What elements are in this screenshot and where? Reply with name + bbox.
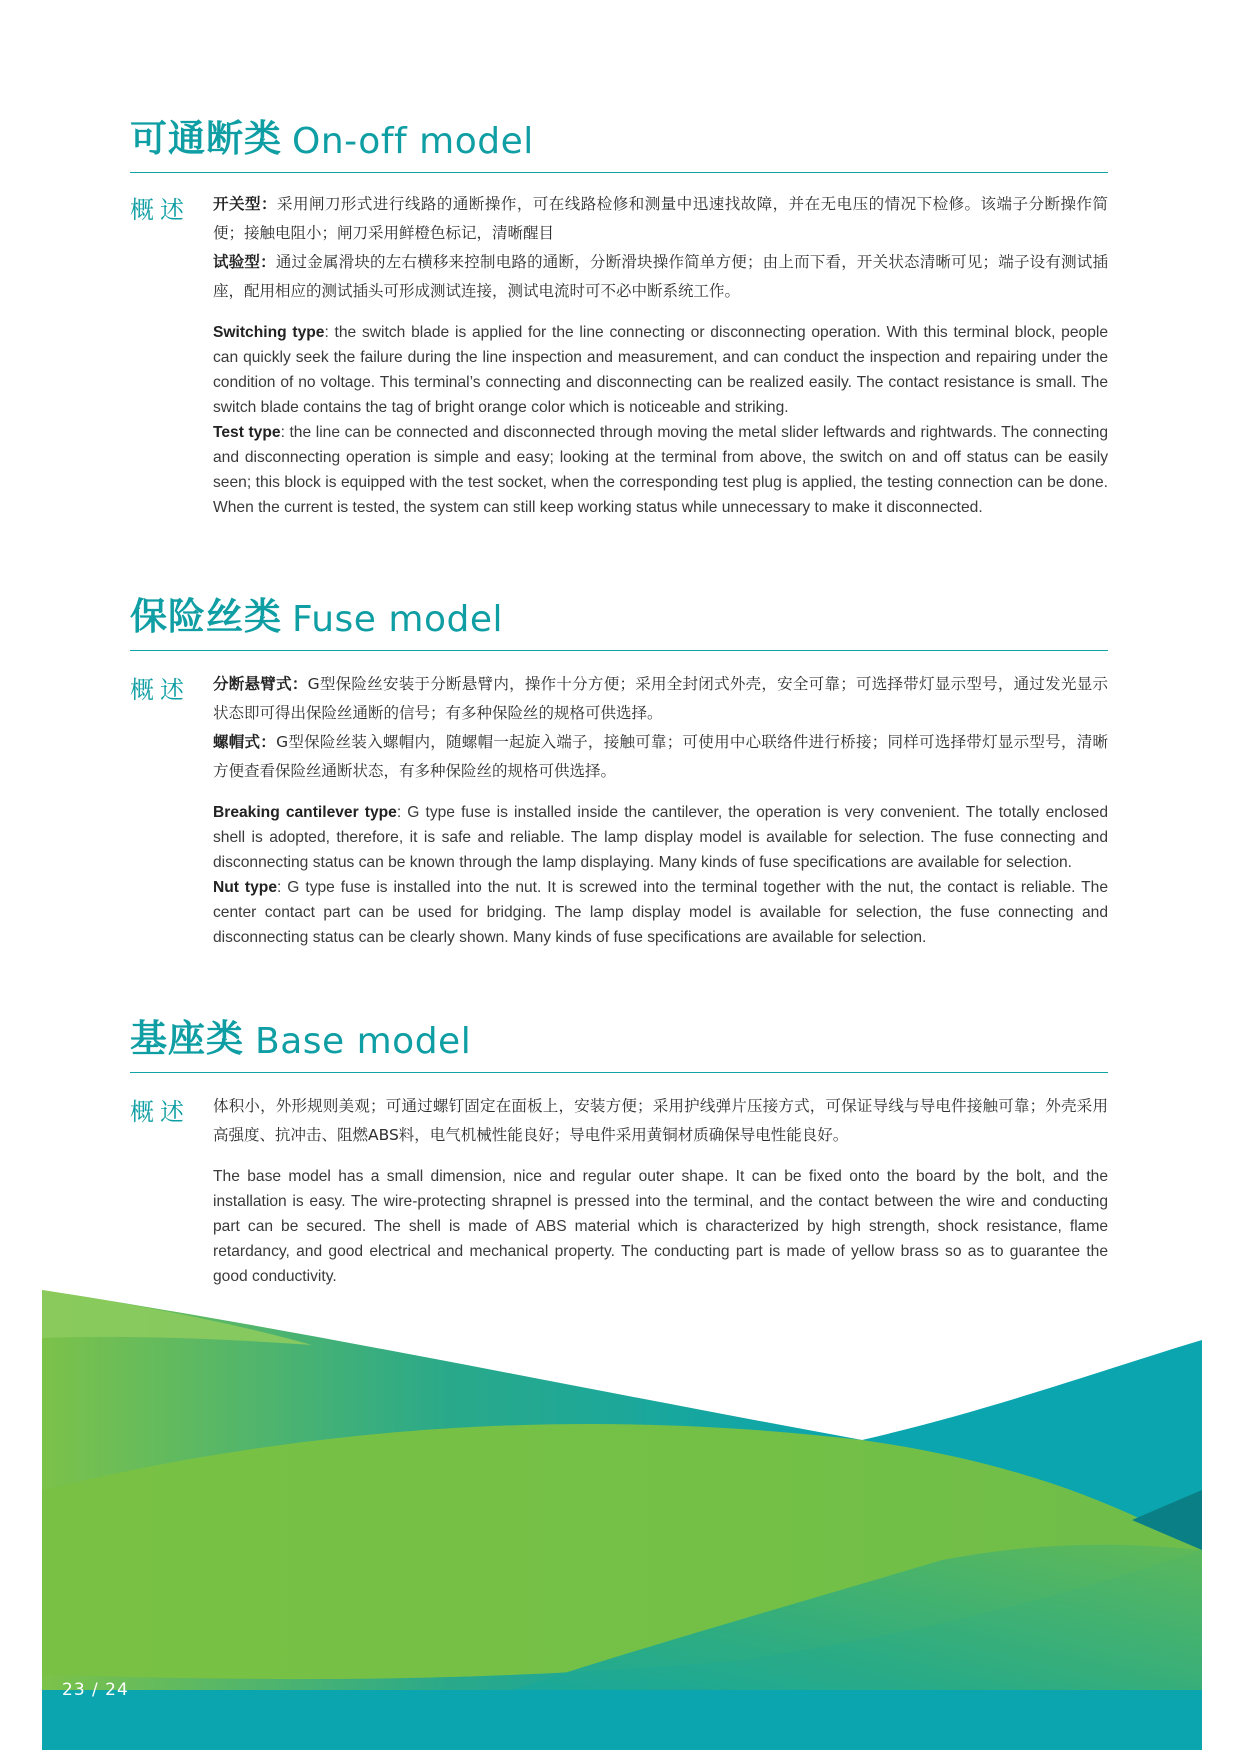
section-title-en: Fuse model: [292, 599, 503, 640]
section-body: [213, 1092, 1108, 1289]
paragraph-text: : G type fuse is installed into the nut. It is screwed into the terminal together with the nut, the contact is reliable. The center contact part can be used for bridging. The lamp display model is available for selection, the fuse connecting and disconnecting status can be clearly shown. Many kinds of fuse specifications are available for selection.: [213, 879, 1108, 946]
section-header: [130, 110, 1108, 173]
wave-band-sliver: [42, 1290, 312, 1345]
section-header: [130, 588, 1108, 651]
zh-paragraph: [213, 248, 1108, 306]
section-body: [213, 670, 1108, 950]
en-paragraph: [213, 320, 1108, 420]
term: Breaking cantilever type: [213, 804, 397, 821]
section-title-zh: 可通断类: [130, 117, 282, 160]
paragraph-text: : the switch blade is applied for the line connecting or disconnecting operation. With this terminal block, people can quickly seek the failure during the line inspection and measurement, and can conduct the inspection and repairing under the condition of no voltage. This terminal’s connecting and disconnecting can be realized easily. The contact resistance is small. The switch blade contains the tag of bright orange color which is noticeable and striking.: [213, 324, 1108, 416]
paragraph-text: G型保险丝装入螺帽内，随螺帽一起旋入端子，接触可靠；可使用中心联络件进行桥接；同样可选择带灯显示型号，清晰方便查看保险丝通断状态，有多种保险丝的规格可供选择。: [213, 733, 1108, 780]
section-base: [130, 1010, 1108, 1285]
term: 开关型：: [213, 195, 277, 213]
en-paragraph: [213, 875, 1108, 950]
en-paragraph: [213, 1164, 1108, 1289]
section-on-off: [130, 110, 1109, 516]
paragraph-text: G型保险丝安装于分断悬臂内，操作十分方便；采用全封闭式外壳，安全可靠；可选择带灯显示型号，通过发光显示状态即可得出保险丝通断的信号；有多种保险丝的规格可供选择。: [213, 675, 1108, 722]
term: Nut type: [213, 879, 277, 896]
zh-paragraph: [213, 670, 1108, 728]
section-title-en: Base model: [255, 1021, 472, 1062]
zh-paragraph: [213, 190, 1108, 248]
term: 分断悬臂式：: [213, 675, 308, 693]
en-paragraph: [213, 420, 1108, 520]
section-header: [130, 1010, 1108, 1073]
paragraph-text: 通过金属滑块的左右横移来控制电路的通断，分断滑块操作简单方便；由上而下看，开关状态清晰可见；端子设有测试插座，配用相应的测试插头可形成测试连接，测试电流时可不必中断系统工作。: [213, 253, 1108, 300]
zh-paragraph: [213, 1092, 1108, 1150]
overview-label: 概述: [130, 196, 190, 224]
paragraph-text: : G type fuse is installed inside the cantilever, the operation is very convenient. The totally enclosed shell is adopted, therefore, it is safe and reliable. The lamp display model is available for selection. The fuse connecting and disconnecting status can be known through the lamp displaying. Many kinds of fuse specifications are available for selection.: [213, 804, 1108, 871]
en-paragraph: [213, 800, 1108, 875]
paragraph-text: The base model has a small dimension, nice and regular outer shape. It can be fixed onto the board by the bolt, and the installation is easy. The wire-protecting shrapnel is pressed into the terminal, and the contact between the wire and conducting part can be secured. The shell is made of ABS material which is characterized by high strength, shock resistance, flame retardancy, and good electrical and mechanical property. The conducting part is made of yellow brass so as to guarantee the good conductivity.: [213, 1168, 1108, 1285]
section-title-zh: 保险丝类: [130, 595, 282, 638]
page-number: 23 / 24: [62, 1680, 129, 1700]
paragraph-text: : the line can be connected and disconnected through moving the metal slider leftwards and rightwards. The connecting and disconnecting operation is simple and easy; looking at the terminal from above, the switch on and off status can be easily seen; this block is equipped with the test socket, when the corresponding test plug is applied, the testing connection can be done. When the current is tested, the system can still keep working status while unnecessary to make it disconnected.: [213, 424, 1109, 516]
term: Switching type: [213, 324, 325, 341]
overview-label: 概述: [130, 1098, 190, 1126]
paragraph-text: 体积小，外形规则美观；可通过螺钉固定在面板上，安装方便；采用护线弹片压接方式，可保证导线与导电件接触可靠；外壳采用高强度、抗冲击、阻燃ABS料，电气机械性能良好；导电件采用黄铜材质确保导电性能良好。: [213, 1097, 1108, 1144]
paragraph-text: 采用闸刀形式进行线路的通断操作，可在线路检修和测量中迅速找故障，并在无电压的情况下检修。该端子分断操作简便；接触电阻小；闸刀采用鲜橙色标记，清晰醒目: [213, 195, 1108, 242]
decorative-wave-graphic: [42, 1290, 1202, 1750]
term: Test type: [213, 424, 281, 441]
section-title-zh: 基座类: [130, 1017, 244, 1060]
zh-paragraph: [213, 728, 1108, 786]
overview-label: 概述: [130, 676, 190, 704]
term: 螺帽式：: [213, 733, 277, 751]
section-body: [213, 190, 1108, 520]
section-fuse: [130, 588, 1108, 946]
footer-strip: [42, 1690, 1202, 1750]
term: 试验型：: [213, 253, 276, 271]
section-title-en: On-off model: [292, 121, 534, 162]
